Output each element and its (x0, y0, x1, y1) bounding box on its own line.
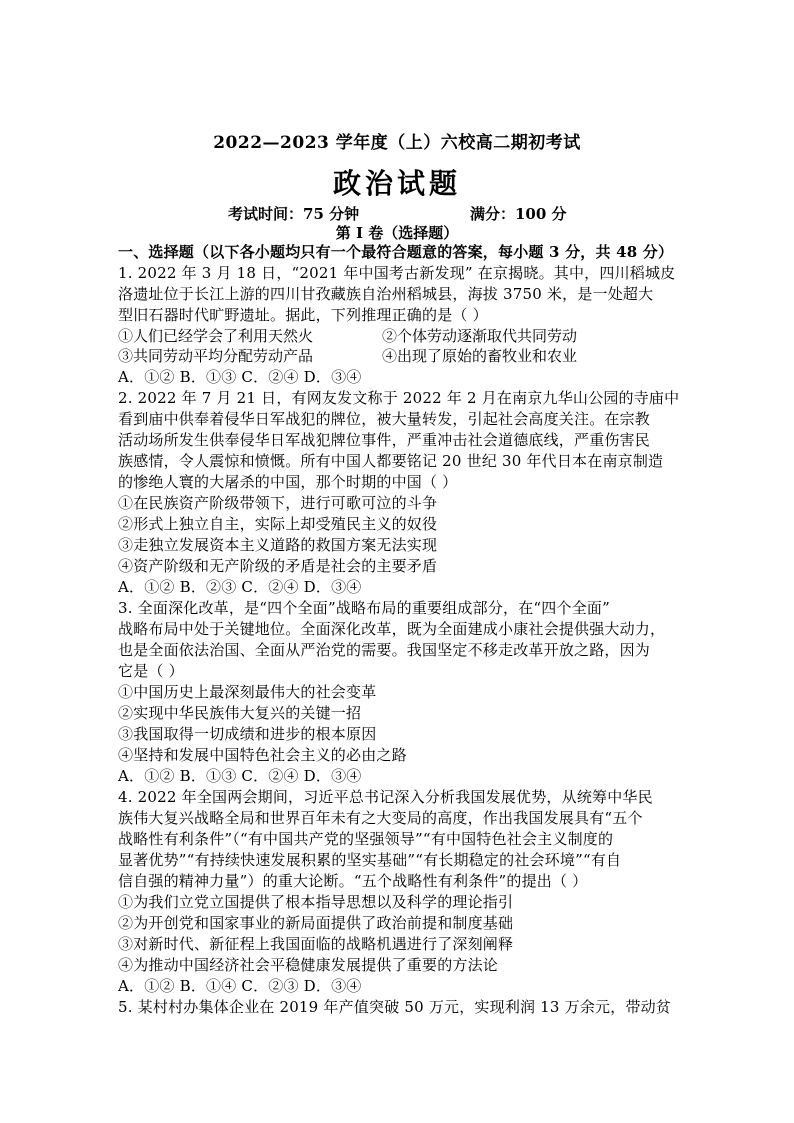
q4-stem-line: 战略性有利条件”（“有中国共产党的坚强领导”“有中国特色社会主义制度的 (118, 830, 614, 848)
q4-stem-line: 族伟大复兴战略全局和世界百年未有之大变局的高度，作出我国发展具有“五个 (118, 809, 643, 827)
q1-stem-line: 型旧石器时代旷野遗址。据此，下列推理正确的是（ ） (118, 306, 488, 324)
subject-title: 政治试题 (332, 167, 461, 200)
q3-stem-line: 3. 全面深化改革，是“四个全面”战略布局的重要组成部分，在“四个全面” (118, 599, 610, 617)
q2-option: ④资产阶级和无产阶级的矛盾是社会的主要矛盾 (118, 557, 438, 575)
q2-option: ②形式上独立自主，实际上却受殖民主义的奴役 (118, 515, 438, 533)
q1-answers: A．①② B．①③ C．②④ D．③④ (118, 368, 362, 386)
q3-stem-line: 它是（ ） (118, 662, 184, 680)
q3-option: ④坚持和发展中国特色社会主义的必由之路 (118, 746, 407, 764)
exam-title: 2022—2023 学年度（上）六校高二期初考试 (213, 133, 581, 153)
q4-stem-line: 4. 2022 年全国两会期间，习近平总书记深入分析我国发展优势，从统筹中华民 (118, 788, 653, 806)
q4-option: ②为开创党和国家事业的新局面提供了政治前提和制度基础 (118, 914, 514, 932)
q2-stem-line: 族感情，令人震惊和愤慨。所有中国人都要铭记 20 世纪 30 年代日本在南京制造 (118, 452, 664, 470)
q2-option: ③走独立发展资本主义道路的救国方案无法实现 (118, 536, 438, 554)
q2-stem-line: 的惨绝人寰的大屠杀的中国，那个时期的中国（ ） (118, 473, 458, 491)
q4-option: ④为推动中国经济社会平稳健康发展提供了重要的方法论 (118, 956, 499, 974)
exam-time: 考试时间：75 分钟 (228, 205, 360, 223)
q4-option: ③对新时代、新征程上我国面临的战略机遇进行了深刻阐释 (118, 935, 514, 953)
q1-option-4: ④出现了原始的畜牧业和农业 (382, 347, 578, 365)
q4-option: ①为我们立党立国提供了根本指导思想以及科学的理论指引 (118, 893, 514, 911)
q3-stem-line: 战略布局中处于关键地位。全面深化改革，既为全面建成小康社会提供强大动力， (118, 620, 666, 638)
q3-answers: A．①② B．①③ C．②④ D．③④ (118, 767, 362, 785)
q5-stem-line: 5. 某村村办集体企业在 2019 年产值突破 50 万元，实现利润 13 万余元，带动贫 (118, 998, 672, 1016)
q3-option: ①中国历史上最深刻最伟大的社会变革 (118, 683, 377, 701)
q4-stem-line: 信自强的精神力量”）的重大论断。“五个战略性有利条件”的提出（ ） (118, 872, 588, 890)
q2-stem-line: 看到庙中供奉着侵华日军战犯的牌位，被大量转发，引起社会高度关注。在宗教 (118, 410, 651, 428)
q1-stem-line: 洛遗址位于长江上游的四川甘孜藏族自治州稻城县，海拔 3750 米，是一处超大 (118, 285, 654, 303)
q1-stem-line: 1. 2022 年 3 月 18 日，“2021 年中国考古新发现” 在京揭晓。其中，四川稻城皮 (118, 264, 676, 282)
q3-stem-line: 也是全面依法治国、全面从严治党的需要。我国坚定不移走改革开放之路，因为 (118, 641, 651, 659)
q4-answers: A．①② B．①④ C．②③ D．③④ (118, 977, 362, 995)
q3-option: ②实现中华民族伟大复兴的关键一招 (118, 704, 362, 722)
q1-option-3: ③共同劳动平均分配劳动产品 (118, 347, 314, 365)
q3-option: ③我国取得一切成绩和进步的根本原因 (118, 725, 377, 743)
full-score: 满分：100 分 (470, 205, 567, 223)
q1-option-1: ①人们已经学会了利用天然火 (118, 327, 314, 345)
q2-stem-line: 活动场所发生供奉侵华日军战犯牌位事件，严重冲击社会道德底线，严重伤害民 (118, 431, 651, 449)
q2-option: ①在民族资产阶级带领下，进行可歌可泣的斗争 (118, 494, 438, 512)
q1-option-2: ②个体劳动逐渐取代共同劳动 (382, 327, 578, 345)
q4-stem-line: 显著优势”“有持续快速发展积累的坚实基础”“有长期稳定的社会环境”“有自 (118, 851, 622, 869)
q2-answers: A．①② B．②③ C．②④ D．③④ (118, 578, 362, 596)
part-heading: 一、选择题（以下各小题均只有一个最符合题意的答案，每小题 3 分，共 48 分） (118, 243, 674, 261)
q2-stem-line: 2. 2022 年 7 月 21 日，有网友发文称于 2022 年 2 月在南京九华山公园的寺庙中 (118, 389, 680, 407)
section-title: 第 I 卷（选择题） (335, 224, 459, 242)
